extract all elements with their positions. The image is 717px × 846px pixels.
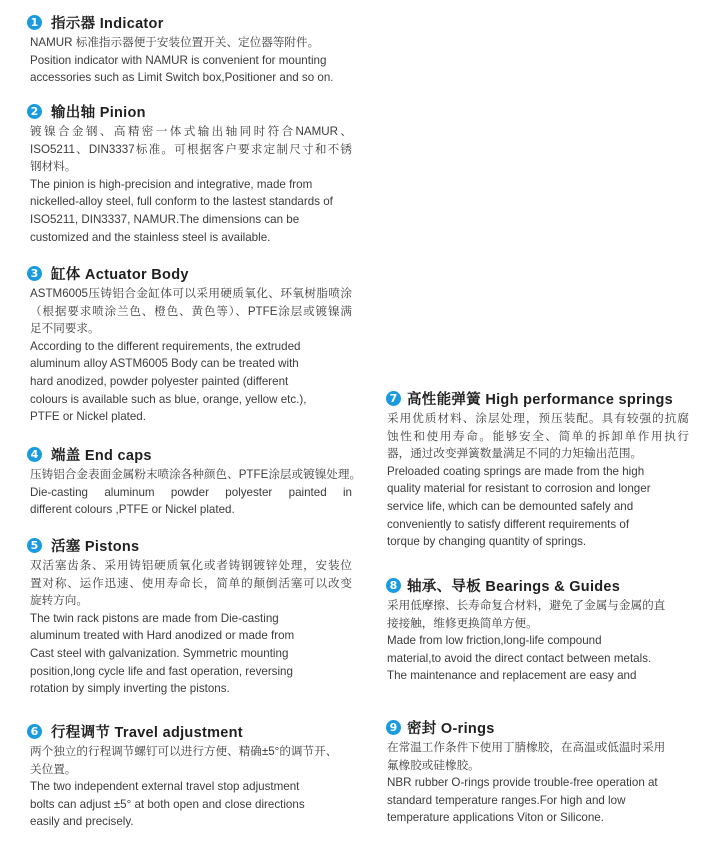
- section-body: [30, 466, 362, 519]
- section-pinion: [27, 101, 367, 246]
- body-line: aluminum alloy ASTM6005 Body can be treated with: [30, 357, 299, 371]
- number-badge-icon: 1: [27, 15, 42, 30]
- body-line: According to the different requirements, the extruded: [30, 339, 301, 353]
- section-heading: [27, 535, 367, 555]
- body-line: 置对称、运作迅速、使用寿命长，简单的颠倒活塞可以改变: [30, 576, 352, 590]
- body-line: 钢材料。: [30, 160, 77, 174]
- body-line: nickelled-alloy steel, full conform to the lastest standards of: [30, 195, 333, 209]
- body-line: 在常温工作条件下使用丁腈橡胶，在高温或低温时采用: [387, 741, 666, 754]
- section-heading: [386, 388, 706, 408]
- body-line: 接接触，维修更换简单方便。: [387, 616, 538, 630]
- body-line: aluminum treated with Hard anodized or made from: [30, 629, 295, 643]
- body-line: colours is available such as blue, orange, yellow etc.),: [30, 392, 307, 406]
- section-body: [387, 410, 689, 551]
- section-title: 端盖 End caps: [51, 447, 152, 464]
- section-heading: [386, 717, 706, 737]
- body-line: NBR rubber O-rings provide trouble-free operation at: [387, 776, 658, 790]
- body-line: ISO5211, DIN3337, NAMUR.The dimensions can be: [30, 212, 300, 226]
- number-badge-icon: 4: [27, 447, 42, 462]
- number-badge-icon: 3: [27, 266, 42, 281]
- section-body: [387, 597, 689, 685]
- section-title: 缸体 Actuator Body: [51, 266, 189, 283]
- section-title: 高性能弹簧 High performance springs: [407, 391, 674, 408]
- number-badge-icon: 8: [386, 578, 401, 593]
- body-line: Made from low friction,long-life compound: [387, 634, 602, 648]
- body-line: The twin rack pistons are made from Die-casting: [30, 611, 279, 625]
- section-title: 指示器 Indicator: [51, 15, 164, 32]
- body-line: 旋转方向。: [30, 594, 88, 608]
- section-heading: [27, 263, 367, 283]
- section-body: [30, 34, 367, 87]
- body-line: Preloaded coating springs are made from the high: [387, 464, 645, 478]
- section-heading: [27, 444, 367, 464]
- body-line: 两个独立的行程调节螺钉可以进行方便、精确±5°的调节开、: [30, 745, 338, 758]
- body-line: bolts can adjust ±5° at both open and close directions: [30, 797, 305, 811]
- body-line: accessories such as Limit Switch box,Positioner and so on.: [30, 71, 334, 85]
- body-line: Die-casting aluminum powder polyester painted in: [30, 485, 352, 499]
- body-line: 足不同要求。: [30, 322, 100, 336]
- number-badge-icon: 6: [27, 724, 42, 739]
- number-badge-icon: 9: [386, 720, 401, 735]
- body-line: The maintenance and replacement are easy and: [387, 669, 637, 683]
- body-line: different colours ,PTFE or Nickel plated.: [30, 503, 235, 517]
- body-line: 蚀性和使用寿命。能够安全、简单的拆卸单作用执行: [387, 429, 689, 443]
- section-o-rings: [386, 717, 706, 827]
- section-title: 轴承、导板 Bearings & Guides: [407, 578, 621, 595]
- body-line: ASTM6005压铸铝合金缸体可以采用硬质氧化、环氧树脂喷涂: [30, 287, 352, 300]
- section-actuator-body: [27, 263, 367, 426]
- section-end-caps: [27, 444, 367, 519]
- body-line: temperature applications Viton or Silicone.: [387, 811, 604, 825]
- section-body: [387, 739, 689, 827]
- body-line: Cast steel with galvanization. Symmetric mounting: [30, 646, 289, 660]
- section-title: 密封 O-rings: [407, 720, 495, 737]
- body-line: （根据要求喷涂兰色、橙色、黄色等）、PTFE涂层或镀镍满: [30, 304, 352, 318]
- body-line: standard temperature ranges.For high and low: [387, 793, 626, 807]
- number-badge-icon: 2: [27, 104, 42, 119]
- body-line: position,long cycle life and fast operation, reversing: [30, 664, 293, 678]
- body-line: easily and precisely.: [30, 815, 134, 829]
- body-line: 压铸铝合金表面金属粉末喷涂各种颜色、PTFE涂层或镀镍处理。: [30, 468, 362, 481]
- section-body: [30, 743, 352, 831]
- section-title: 活塞 Pistons: [51, 538, 140, 555]
- body-line: 器，通过改变弹簧数量满足不同的力矩输出范围。: [387, 447, 643, 461]
- body-line: The two independent external travel stop adjustment: [30, 780, 300, 794]
- body-line: Position indicator with NAMUR is convenient for mounting: [30, 53, 327, 67]
- body-line: rotation by simply inverting the pistons.: [30, 682, 230, 696]
- section-heading: [27, 12, 367, 32]
- body-line: service life, which can be demounted safely and: [387, 499, 634, 513]
- section-bearings-guides: [386, 575, 706, 685]
- body-line: ISO5211、DIN3337标准。可根据客户要求定制尺寸和不锈: [30, 142, 352, 156]
- body-line: material,to avoid the direct contact between metals.: [387, 651, 652, 665]
- section-pistons: [27, 535, 367, 698]
- section-indicator: [27, 12, 367, 87]
- section-heading: [27, 721, 367, 741]
- body-line: 氟橡胶或硅橡胶。: [387, 758, 480, 772]
- section-heading: [27, 101, 367, 121]
- body-line: 采用低摩擦、长寿命复合材料，避免了金属与金属的直: [387, 599, 666, 612]
- body-line: quality material for resistant to corrosion and longer: [387, 482, 651, 496]
- section-heading: [386, 575, 706, 595]
- body-line: customized and the stainless steel is available.: [30, 230, 271, 244]
- body-line: NAMUR 标准指示器便于安装位置开关、定位器等附件。: [30, 36, 320, 49]
- section-body: [30, 123, 352, 246]
- section-body: [30, 557, 352, 698]
- number-badge-icon: 5: [27, 538, 42, 553]
- section-body: [30, 285, 352, 426]
- body-line: The pinion is high-precision and integrative, made from: [30, 177, 313, 191]
- section-title: 行程调节 Travel adjustment: [51, 724, 243, 741]
- body-line: hard anodized, powder polyester painted (different: [30, 374, 289, 388]
- body-line: torque by changing quantity of springs.: [387, 535, 587, 549]
- section-springs: [386, 388, 706, 551]
- number-badge-icon: 7: [386, 391, 401, 406]
- body-line: PTFE or Nickel plated.: [30, 410, 146, 424]
- section-travel-adjustment: [27, 721, 367, 831]
- body-line: 关位置。: [30, 762, 77, 776]
- body-line: conveniently to satisfy different requirements of: [387, 517, 630, 531]
- body-line: 双活塞齿条、采用铸铝硬质氧化或者铸钢镀锌处理，安装位: [30, 559, 352, 572]
- body-line: 采用优质材料、涂层处理，预压装配。具有较强的抗腐: [387, 412, 689, 425]
- body-line: 镀镍合金钢、高精密一体式输出轴同时符合NAMUR、: [30, 125, 352, 138]
- section-title: 输出轴 Pinion: [51, 104, 146, 121]
